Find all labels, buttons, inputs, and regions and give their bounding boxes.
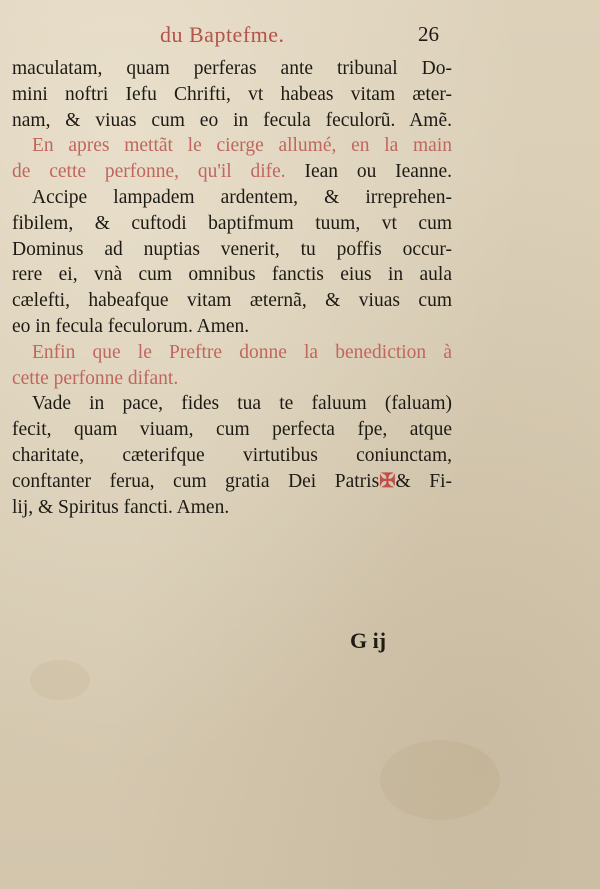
text-segment: conftanter ferua, cum gratia Dei Patris bbox=[12, 470, 380, 492]
rubric-line: Enfin que le Preftre donne la benediction à bbox=[32, 341, 452, 363]
text-line: eo in fecula feculorum. Amen. bbox=[12, 315, 250, 337]
rubric-line: En apres mettãt le cierge allumé, en la main bbox=[32, 135, 452, 157]
cross-icon: ✠ bbox=[379, 470, 396, 492]
text-line: Vade in pace, fides tua te faluum (faluam) bbox=[32, 393, 452, 415]
rubric-line-with-name bbox=[12, 159, 452, 185]
text-line: nam, & viuas cum eo in fecula feculorũ. Amẽ. bbox=[12, 109, 452, 131]
text-line: maculatam, quam perferas ante tribunal Do- bbox=[12, 58, 452, 79]
paper-stain bbox=[30, 660, 90, 700]
paper-stain bbox=[380, 740, 500, 820]
signature-mark: G ij bbox=[350, 628, 387, 653]
rubric-line: cette perfonne difant. bbox=[12, 367, 179, 389]
text-line: charitate, cæterifque virtutibus coniunctam, bbox=[12, 444, 452, 466]
text-line: Dominus ad nuptias venerit, tu poffis occur- bbox=[12, 238, 452, 260]
text-line: rere ei, vnà cum omnibus fanctis eius in aula bbox=[12, 264, 452, 286]
text-line: fibilem, & cuftodi baptifmum tuum, vt cum bbox=[12, 212, 452, 234]
text-line: lij, & Spiritus fancti. Amen. bbox=[12, 496, 230, 518]
text-block bbox=[12, 56, 452, 520]
text-line: fecit, quam viuam, cum perfecta fpe, atque bbox=[12, 419, 452, 441]
text-line: Accipe lampadem ardentem, & irreprehen- bbox=[32, 186, 452, 208]
page-header bbox=[0, 22, 600, 52]
text-line-with-cross bbox=[12, 469, 452, 495]
rubric-name: Iean ou Ieanne. bbox=[304, 161, 452, 183]
page-number: 26 bbox=[418, 22, 439, 46]
text-line: cælefti, habeafque vitam æternã, & viuas cum bbox=[12, 290, 452, 312]
rubric-text: de cette perfonne, qu'il dife. bbox=[12, 161, 286, 183]
running-title: du Baptefme. bbox=[160, 22, 285, 47]
text-line: mini noftri Iefu Chrifti, vt habeas vitam æter- bbox=[12, 83, 452, 105]
text-segment: & Fi- bbox=[395, 470, 452, 492]
